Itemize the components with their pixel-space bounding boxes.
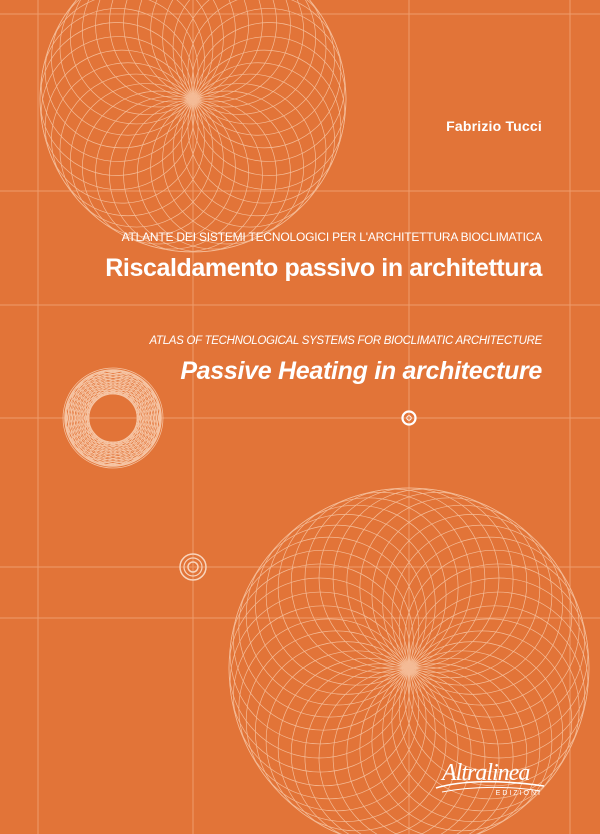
publisher-logo-subtitle: EDIZIONI (495, 790, 542, 797)
book-title-english: Passive Heating in architecture (180, 357, 542, 385)
series-title-italian: ATLANTE DEI SISTEMI TECNOLOGICI PER L'ARCHITETTURA BIOCLIMATICA (121, 230, 542, 244)
publisher-logo-word: Altralinea (442, 760, 530, 786)
series-title-english: ATLAS OF TECHNOLOGICAL SYSTEMS FOR BIOCLIMATIC ARCHITECTURE (149, 335, 542, 347)
publisher-logo (432, 758, 550, 804)
author-name: Fabrizio Tucci (446, 118, 542, 134)
book-title-italian: Riscaldamento passivo in architettura (105, 254, 542, 282)
